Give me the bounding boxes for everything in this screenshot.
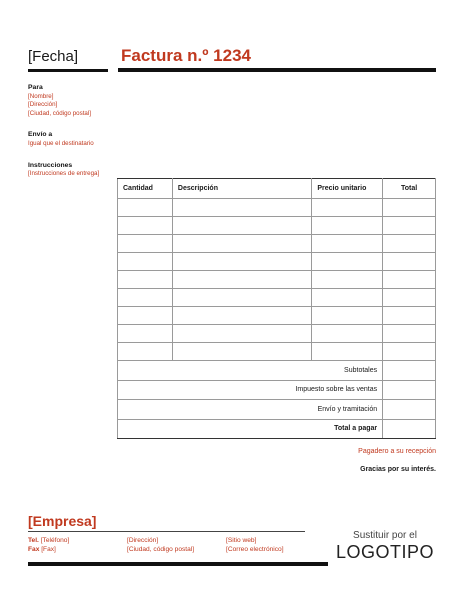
logo-placeholder[interactable]	[334, 530, 436, 563]
shipping-value[interactable]	[383, 400, 436, 420]
unit-price-cell[interactable]	[312, 271, 383, 289]
table-row	[118, 235, 436, 253]
bottom-rule	[28, 562, 328, 566]
table-row	[118, 289, 436, 307]
table-row	[118, 307, 436, 325]
total-cell[interactable]	[383, 325, 436, 343]
total-row	[118, 419, 436, 439]
title-rule	[118, 68, 436, 72]
unit-price-cell[interactable]	[312, 253, 383, 271]
table-row	[118, 217, 436, 235]
thanks-note: Gracias por su interés.	[360, 466, 436, 473]
tax-label: Impuesto sobre las ventas	[118, 380, 383, 400]
subtotal-row	[118, 361, 436, 381]
company-name[interactable]: [Empresa]	[28, 513, 97, 529]
tel-label: Tel.	[28, 537, 39, 544]
table-row	[118, 199, 436, 217]
company-address[interactable]: [Dirección]	[127, 537, 159, 544]
unit-price-cell[interactable]	[312, 325, 383, 343]
table-row	[118, 343, 436, 361]
recipient-city[interactable]: [Ciudad, código postal]	[28, 109, 91, 117]
side-info	[28, 84, 113, 179]
description-cell[interactable]	[172, 253, 311, 271]
total-cell[interactable]	[383, 199, 436, 217]
description-cell[interactable]	[172, 307, 311, 325]
table-row	[118, 271, 436, 289]
logo-line-big: LOGOTIPO	[335, 542, 435, 562]
quantity-cell[interactable]	[118, 199, 173, 217]
col-total-header: Total	[383, 179, 436, 199]
date-rule	[28, 69, 108, 72]
contact-phone-fax	[28, 536, 69, 554]
shipping-label: Envío y tramitación	[118, 400, 383, 420]
description-cell[interactable]	[172, 271, 311, 289]
tax-value[interactable]	[383, 380, 436, 400]
table-row	[118, 253, 436, 271]
fax-value[interactable]: [Fax]	[41, 546, 56, 553]
payable-note: Pagadero a su recepción	[358, 448, 436, 455]
invoice-title[interactable]: Factura n.º 1234	[121, 46, 251, 65]
description-cell[interactable]	[172, 289, 311, 307]
total-cell[interactable]	[383, 271, 436, 289]
shipping-line[interactable]: Igual que el destinatario	[28, 139, 94, 147]
quantity-cell[interactable]	[118, 325, 173, 343]
quantity-cell[interactable]	[118, 235, 173, 253]
total-cell[interactable]	[383, 217, 436, 235]
total-cell[interactable]	[383, 289, 436, 307]
description-cell[interactable]	[172, 343, 311, 361]
total-value[interactable]	[383, 419, 436, 439]
total-cell[interactable]	[383, 253, 436, 271]
table-row	[118, 325, 436, 343]
invoice-table	[117, 178, 436, 439]
unit-price-cell[interactable]	[312, 307, 383, 325]
instructions-heading: Instrucciones	[28, 161, 73, 169]
subtotal-value[interactable]	[383, 361, 436, 381]
shipping-row	[118, 400, 436, 420]
unit-price-cell[interactable]	[312, 343, 383, 361]
tel-value[interactable]: [Teléfono]	[40, 537, 70, 544]
unit-price-cell[interactable]	[312, 217, 383, 235]
company-website[interactable]: [Sitio web]	[226, 537, 257, 544]
col-unit-price-header: Precio unitario	[312, 179, 383, 199]
total-cell[interactable]	[383, 307, 436, 325]
recipient-address[interactable]: [Dirección]	[28, 101, 58, 109]
tax-row	[118, 380, 436, 400]
instructions-line[interactable]: [Instrucciones de entrega]	[28, 170, 100, 178]
unit-price-cell[interactable]	[312, 199, 383, 217]
description-cell[interactable]	[172, 325, 311, 343]
recipient-heading: Para	[28, 84, 43, 91]
total-cell[interactable]	[383, 343, 436, 361]
unit-price-cell[interactable]	[312, 235, 383, 253]
table-header-row	[118, 179, 436, 199]
date-placeholder[interactable]: [Fecha]	[28, 48, 79, 65]
recipient-name[interactable]: [Nombre]	[28, 92, 54, 100]
quantity-cell[interactable]	[118, 289, 173, 307]
quantity-cell[interactable]	[118, 217, 173, 235]
company-email[interactable]: [Correo electrónico]	[226, 546, 284, 553]
quantity-cell[interactable]	[118, 343, 173, 361]
unit-price-cell[interactable]	[312, 289, 383, 307]
description-cell[interactable]	[172, 199, 311, 217]
date-block	[28, 48, 106, 65]
fax-label: Fax	[28, 546, 40, 553]
total-cell[interactable]	[383, 235, 436, 253]
logo-line-small: Sustituir por el	[353, 530, 417, 541]
quantity-cell[interactable]	[118, 271, 173, 289]
shipping-heading: Envío a	[28, 131, 53, 139]
description-cell[interactable]	[172, 235, 311, 253]
quantity-cell[interactable]	[118, 253, 173, 271]
company-rule	[28, 531, 305, 532]
contact-web	[226, 536, 284, 554]
quantity-cell[interactable]	[118, 307, 173, 325]
total-label: Total a pagar	[118, 419, 383, 439]
company-city[interactable]: [Ciudad, código postal]	[127, 546, 195, 553]
col-quantity-header: Cantidad	[118, 179, 173, 199]
subtotal-label: Subtotales	[118, 361, 383, 381]
description-cell[interactable]	[172, 217, 311, 235]
contact-address	[127, 536, 194, 554]
col-description-header: Descripción	[172, 179, 311, 199]
